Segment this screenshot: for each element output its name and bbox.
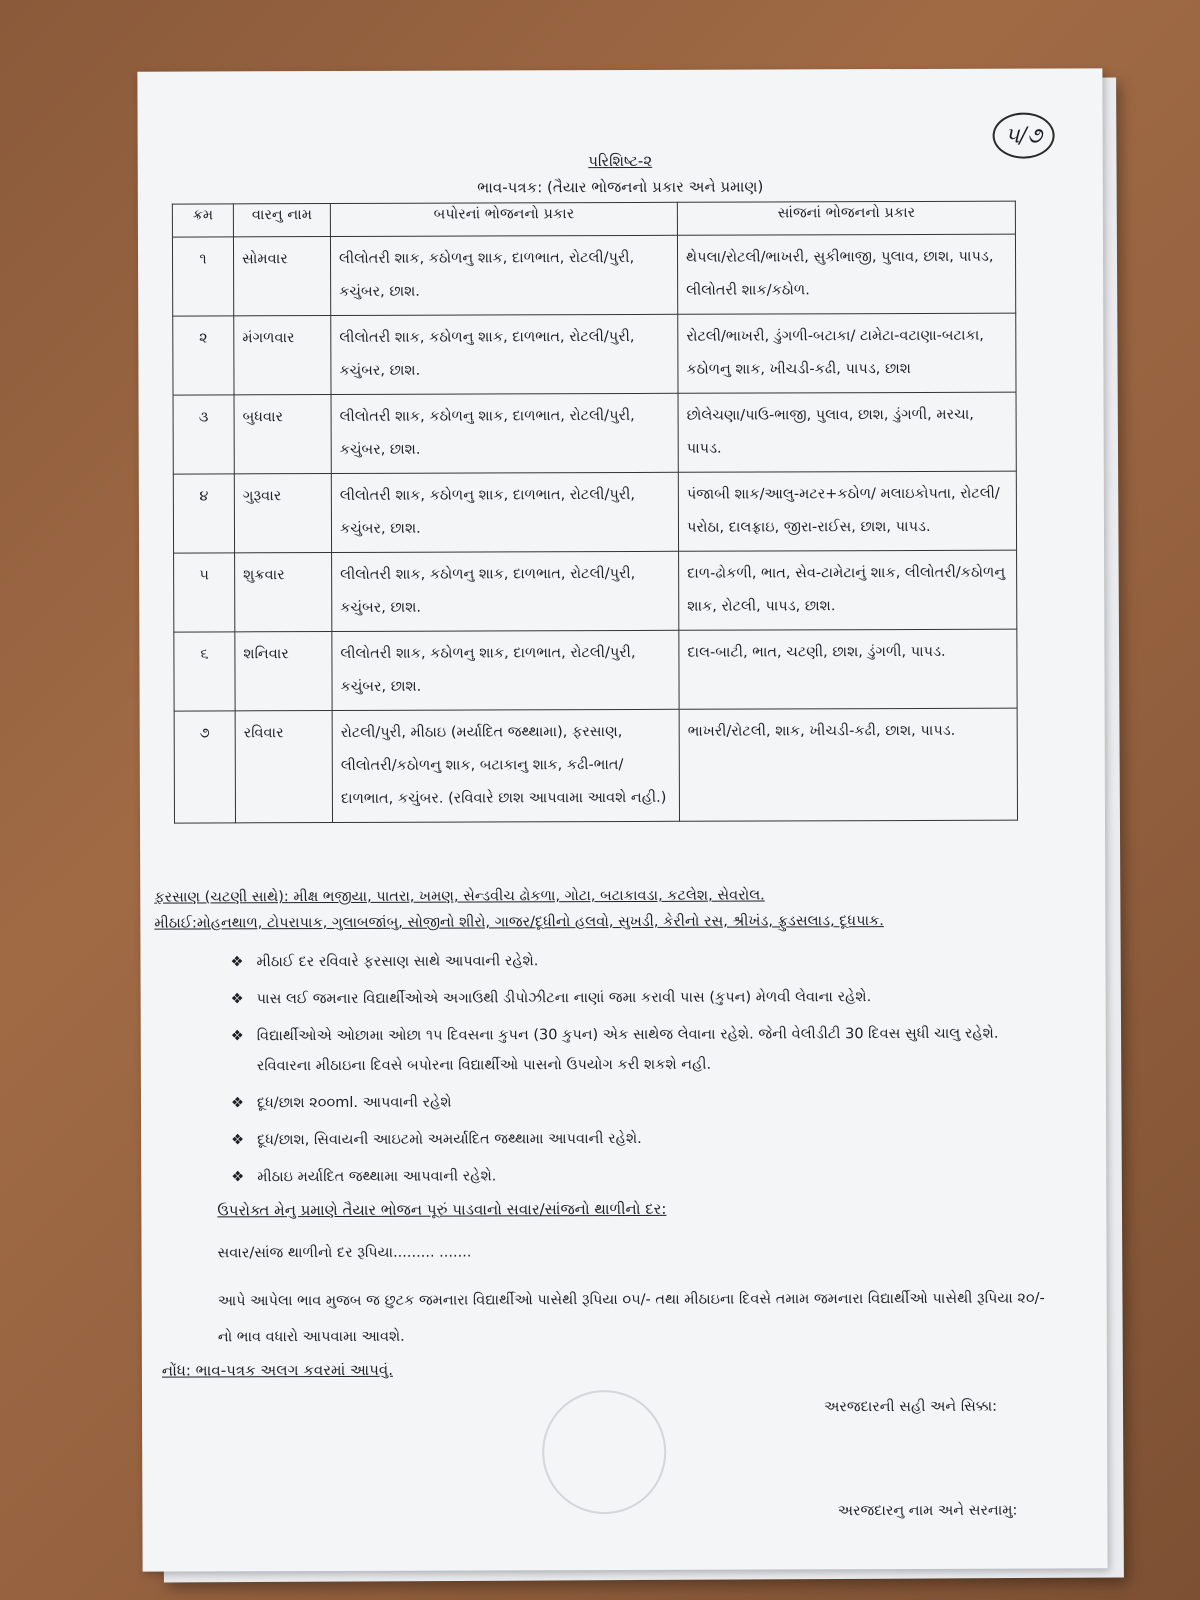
row-day: ગુરૂવાર: [234, 474, 331, 553]
row-day: શુક્રવાર: [235, 553, 332, 632]
header-serial: ક્રમ: [172, 204, 233, 237]
page-title: પરિશિષ્ટ-૨: [588, 151, 653, 171]
list-item: [231, 1160, 1051, 1193]
list-item: [231, 982, 1051, 1015]
table-row: [172, 234, 1015, 316]
bullet-icon: ❖: [230, 1028, 244, 1045]
bullet-icon: ❖: [230, 991, 244, 1008]
name-address-label: અરજદારનુ નામ અને સરનામુ:: [837, 1502, 1018, 1520]
bullet-icon: ❖: [230, 954, 244, 971]
rule-text: પાસ લઈ જમનાર વિદ્યાર્થીઓએ અગાઉથી ડીપોઝીટના નાણાં જમા કરાવી પાસ (કુપન) મેળવી લેવાના રહેશે.: [256, 989, 872, 1008]
row-dinner: પંજાબી શાક/આલુ-મટર+કઠોળ/ મલાઇકોપતા, રોટલી/પરોઠા, દાલફ્રાઇ, જીરા-રાઈસ, છાશ, પાપડ.: [678, 471, 1016, 551]
rate-line: સવાર/સાંજ થાળીનો દર રૂપિયા......... .......: [217, 1244, 472, 1262]
header-lunch: બપોરનાં ભોજનનો પ્રકાર: [330, 202, 677, 236]
table-row: [174, 629, 1017, 711]
row-day: રવિવાર: [235, 711, 332, 823]
row-dinner: છોલેચણા/પાઉ-ભાજી, પુલાવ, છાશ, ડુંગળી, મરચા, પાપડ.: [678, 392, 1016, 472]
row-lunch: લીલોતરી શાક, કઠોળનુ શાક, દાળભાત, રોટલી/પુરી, કચુંબર, છાશ.: [332, 551, 679, 631]
menu-table: [172, 201, 1018, 824]
table-row: [173, 392, 1016, 474]
list-item: [231, 1086, 1051, 1119]
row-serial: ૨: [173, 316, 234, 395]
row-dinner: દાળ-ઢોકળી, ભાત, સેવ-ટામેટાનું શાક, લીલોતરી/કઠોળનુ શાક, રોટલી, પાપડ, છાશ.: [679, 550, 1017, 630]
bullet-icon: ❖: [231, 1132, 245, 1149]
farsan-list: ફરસાણ (ચટણી સાથે): મીક્ષ ભજીયા, પાતરા, ખમણ, સેન્ડવીચ ઢોકળા, ગોટા, બટાકાવડા, કટલેશ, સેવરોલ.: [154, 887, 765, 906]
row-lunch: લીલોતરી શાક, કઠોળનુ શાક, દાળભાત, રોટલી/પુરી, કચુંબર, છાશ.: [331, 472, 678, 552]
rule-text: મીઠાઈ દર રવિવારે ફરસાણ સાથે આપવાની રહેશે.: [256, 953, 539, 971]
rule-text: મીઠાઇ મર્યાદિત જથ્થામા આપવાની રહેશે.: [257, 1168, 497, 1186]
row-serial: ૪: [173, 474, 234, 553]
rules-list: [230, 945, 1051, 1200]
note: નોંધ: ભાવ-પત્રક અલગ કવરમાં આપવું.: [161, 1360, 393, 1380]
row-day: બુધવાર: [234, 395, 331, 474]
rule-text: વિદ્યાર્થીઓએ ઓછામા ઓછા ૧૫ દિવસના કુપન (30 કુપન) એક સાથેજ લેવાના રહેશે. જેની વેલીડીટી 30 દિવસ સુધી ચાલુ રહેશે. રવિવારના મીઠાઇના દિવસે બપોરના વિદ્યાર્થીઓ પાસનો ઉપયોગ કરી શકશે નહી.: [256, 1025, 999, 1075]
table-header-row: [172, 201, 1015, 237]
row-day: સોમવાર: [233, 237, 330, 316]
table-row: [173, 313, 1016, 395]
header-dinner: સાંજનાં ભોજનનો પ્રકાર: [677, 201, 1015, 235]
list-item: [230, 945, 1050, 978]
row-dinner: દાલ-બાટી, ભાત, ચટણી, છાશ, ડુંગળી, પાપડ.: [679, 629, 1017, 709]
items-notes: [154, 886, 1054, 941]
table-row: [174, 708, 1017, 823]
row-serial: ૫: [174, 553, 235, 632]
row-lunch: લીલોતરી શાક, કઠોળનુ શાક, દાળભાત, રોટલી/પુરી, કચુંબર, છાશ.: [331, 393, 678, 473]
row-serial: ૩: [173, 395, 234, 474]
bullet-icon: ❖: [231, 1169, 245, 1186]
row-dinner: ભાખરી/રોટલી, શાક, ખીચડી-કઢી, છાશ, પાપડ.: [679, 708, 1017, 821]
row-serial: ૧: [172, 237, 233, 316]
row-dinner: રોટલી/ભાખરી, ડુંગળી-બટાકા/ ટામેટા-વટાણા-બટાકા, કઠોળનુ શાક, ખીચડી-કઢી, પાપડ, છાશ: [678, 313, 1016, 393]
list-item: [231, 1019, 1051, 1082]
row-day: શનિવાર: [235, 632, 332, 711]
rate-paragraph: આપે આપેલા ભાવ મુજબ જ છુટક જમનારા વિદ્યાર્થીઓ પાસેથી રૂપિયા ૦૫/- તથા મીઠાઇના દિવસે તમામ જમનારા વિદ્યાર્થીઓ પાસેથી રૂપિયા ૨૦/-નો ભાવ વધારો આપવામા આવશે.: [217, 1290, 1045, 1346]
document-page: [137, 68, 1107, 1571]
faded-stamp: [542, 1390, 666, 1514]
table-row: [174, 550, 1017, 632]
table-row: [173, 471, 1016, 553]
list-item: [231, 1123, 1051, 1156]
row-lunch: રોટલી/પુરી, મીઠાઇ (મર્યાદિત જથ્થામા), ફરસાણ, લીલોતરી/કઠોળનુ શાક, બટાકાનુ શાક, કઢી-ભાત/દાળભાત, કચુંબર. (રવિવારે છાશ આપવામા આવશે નહી.): [332, 709, 679, 822]
mithai-list: મીઠાઈ:મોહનથાળ, ટોપરાપાક, ગુલાબજાંબુ, સોજીનો શીરો, ગાજર/દૂધીનો હલવો, સુખડી, કેરીનો રસ, શ્રીખંડ, ફ્રુડસલાડ, દૂધપાક.: [154, 913, 884, 932]
row-dinner: થેપલા/રોટલી/ભાખરી, સુકીભાજી, પુલાવ, છાશ, પાપડ, લીલોતરી શાક/કઠોળ.: [677, 234, 1015, 314]
rule-text: દૂધ/છાશ ૨૦૦ml. આપવાની રહેશે: [256, 1094, 452, 1112]
rate-heading: ઉપરોક્ત મેનુ પ્રમાણે તૈયાર ભોજન પૂરું પાડવાનો સવાર/સાંજનો થાળીનો દર:: [217, 1199, 667, 1220]
row-day: મંગળવાર: [234, 316, 331, 395]
signature-label: અરજદારની સહી અને સિક્કા:: [824, 1398, 998, 1416]
rule-text: દૂધ/છાશ, સિવાયની આઇટમો અમર્યાદિત જથ્થામા આપવાની રહેશે.: [257, 1130, 642, 1149]
row-lunch: લીલોતરી શાક, કઠોળનુ શાક, દાળભાત, રોટલી/પુરી, કચુંબર, છાશ.: [332, 630, 679, 710]
page-subtitle: ભાવ-પત્રક: (તૈયાર ભોજનનો પ્રકાર અને પ્રમાણ): [477, 177, 764, 197]
header-day: વારનુ નામ: [233, 204, 330, 237]
row-lunch: લીલોતરી શાક, કઠોળનુ શાક, દાળભાત, રોટલી/પુરી, કચુંબર, છાશ.: [331, 314, 678, 394]
row-serial: ૭: [174, 711, 235, 823]
row-serial: ૬: [174, 632, 235, 711]
row-lunch: લીલોતરી શાક, કઠોળનુ શાક, દાળભાત, રોટલી/પુરી, કચુંબર, છાશ.: [330, 235, 677, 315]
page-number: ૫/૭: [993, 112, 1055, 158]
bullet-icon: ❖: [230, 1095, 245, 1112]
